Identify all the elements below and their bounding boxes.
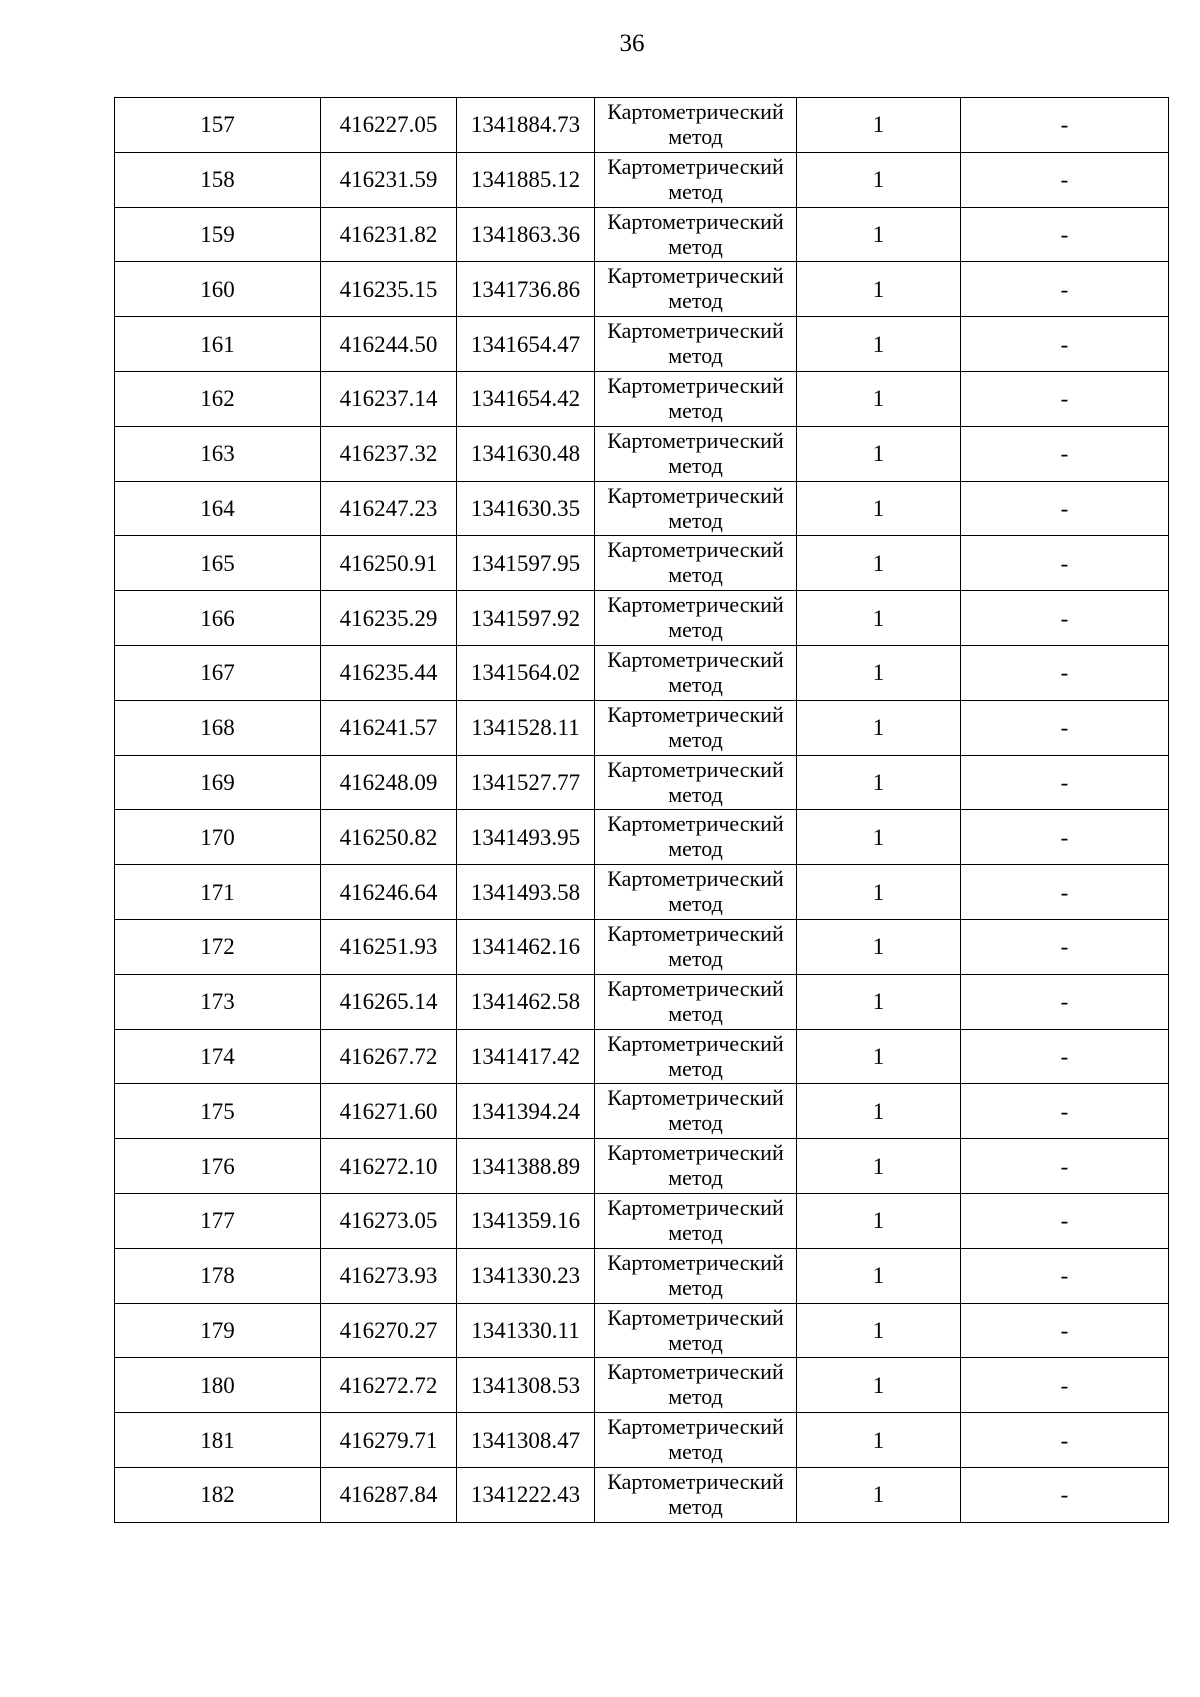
point-number-cell: 163 bbox=[115, 426, 321, 481]
y-coordinate-cell: 1341597.92 bbox=[457, 591, 595, 646]
note-cell: - bbox=[961, 1139, 1169, 1194]
accuracy-cell: 1 bbox=[797, 536, 961, 591]
y-coordinate-cell: 1341394.24 bbox=[457, 1084, 595, 1139]
method-line-2: метод bbox=[668, 836, 723, 862]
method-line-2: метод bbox=[668, 1384, 723, 1410]
method-cell bbox=[595, 152, 797, 207]
table-row bbox=[115, 1193, 1169, 1248]
table-row bbox=[115, 1248, 1169, 1303]
method-cell bbox=[595, 974, 797, 1029]
method-line-2: метод bbox=[668, 891, 723, 917]
method-cell bbox=[595, 1467, 797, 1522]
y-coordinate-cell: 1341884.73 bbox=[457, 98, 595, 153]
method-line-2: метод bbox=[668, 178, 723, 204]
x-coordinate-cell: 416231.59 bbox=[321, 152, 457, 207]
y-coordinate-cell: 1341222.43 bbox=[457, 1467, 595, 1522]
method-line-1: Картометрический bbox=[607, 208, 784, 234]
y-coordinate-cell: 1341388.89 bbox=[457, 1139, 595, 1194]
y-coordinate-cell: 1341863.36 bbox=[457, 207, 595, 262]
x-coordinate-cell: 416235.29 bbox=[321, 591, 457, 646]
accuracy-cell: 1 bbox=[797, 645, 961, 700]
accuracy-cell: 1 bbox=[797, 974, 961, 1029]
accuracy-cell: 1 bbox=[797, 426, 961, 481]
note-cell: - bbox=[961, 810, 1169, 865]
x-coordinate-cell: 416267.72 bbox=[321, 1029, 457, 1084]
point-number-cell: 179 bbox=[115, 1303, 321, 1358]
method-line-1: Картометрический bbox=[607, 592, 784, 618]
note-cell: - bbox=[961, 1358, 1169, 1413]
x-coordinate-cell: 416235.15 bbox=[321, 262, 457, 317]
x-coordinate-cell: 416248.09 bbox=[321, 755, 457, 810]
note-cell: - bbox=[961, 1303, 1169, 1358]
note-cell: - bbox=[961, 152, 1169, 207]
point-number-cell: 181 bbox=[115, 1413, 321, 1468]
note-cell: - bbox=[961, 426, 1169, 481]
point-number-cell: 182 bbox=[115, 1467, 321, 1522]
table-row bbox=[115, 810, 1169, 865]
accuracy-cell: 1 bbox=[797, 152, 961, 207]
method-line-2: метод bbox=[668, 945, 723, 971]
method-cell bbox=[595, 700, 797, 755]
method-cell bbox=[595, 262, 797, 317]
x-coordinate-cell: 416241.57 bbox=[321, 700, 457, 755]
method-cell bbox=[595, 536, 797, 591]
point-number-cell: 170 bbox=[115, 810, 321, 865]
table-row bbox=[115, 98, 1169, 153]
point-number-cell: 165 bbox=[115, 536, 321, 591]
note-cell: - bbox=[961, 755, 1169, 810]
method-cell bbox=[595, 207, 797, 262]
x-coordinate-cell: 416279.71 bbox=[321, 1413, 457, 1468]
point-number-cell: 169 bbox=[115, 755, 321, 810]
accuracy-cell: 1 bbox=[797, 1413, 961, 1468]
method-line-2: метод bbox=[668, 1329, 723, 1355]
point-number-cell: 158 bbox=[115, 152, 321, 207]
table-row bbox=[115, 262, 1169, 317]
table-row bbox=[115, 481, 1169, 536]
accuracy-cell: 1 bbox=[797, 262, 961, 317]
x-coordinate-cell: 416247.23 bbox=[321, 481, 457, 536]
table-row bbox=[115, 152, 1169, 207]
y-coordinate-cell: 1341654.47 bbox=[457, 317, 595, 372]
method-cell bbox=[595, 1248, 797, 1303]
method-cell bbox=[595, 371, 797, 426]
method-line-2: метод bbox=[668, 1000, 723, 1026]
note-cell: - bbox=[961, 98, 1169, 153]
point-number-cell: 175 bbox=[115, 1084, 321, 1139]
method-cell bbox=[595, 591, 797, 646]
y-coordinate-cell: 1341462.16 bbox=[457, 919, 595, 974]
note-cell: - bbox=[961, 700, 1169, 755]
accuracy-cell: 1 bbox=[797, 481, 961, 536]
table-row bbox=[115, 755, 1169, 810]
point-number-cell: 177 bbox=[115, 1193, 321, 1248]
table-row bbox=[115, 1139, 1169, 1194]
point-number-cell: 180 bbox=[115, 1358, 321, 1413]
accuracy-cell: 1 bbox=[797, 1029, 961, 1084]
method-line-1: Картометрический bbox=[607, 1249, 784, 1275]
method-line-1: Картометрический bbox=[607, 1030, 784, 1056]
method-cell bbox=[595, 919, 797, 974]
x-coordinate-cell: 416273.93 bbox=[321, 1248, 457, 1303]
method-line-1: Картометрический bbox=[607, 318, 784, 344]
method-line-1: Картометрический bbox=[607, 427, 784, 453]
table-row bbox=[115, 700, 1169, 755]
method-line-2: метод bbox=[668, 1110, 723, 1136]
x-coordinate-cell: 416287.84 bbox=[321, 1467, 457, 1522]
accuracy-cell: 1 bbox=[797, 207, 961, 262]
y-coordinate-cell: 1341417.42 bbox=[457, 1029, 595, 1084]
table-row bbox=[115, 536, 1169, 591]
method-line-1: Картометрический bbox=[607, 1140, 784, 1166]
note-cell: - bbox=[961, 1248, 1169, 1303]
x-coordinate-cell: 416246.64 bbox=[321, 865, 457, 920]
method-line-1: Картометрический bbox=[607, 1468, 784, 1494]
note-cell: - bbox=[961, 919, 1169, 974]
point-number-cell: 176 bbox=[115, 1139, 321, 1194]
method-line-2: метод bbox=[668, 1493, 723, 1519]
note-cell: - bbox=[961, 207, 1169, 262]
table-row bbox=[115, 1467, 1169, 1522]
accuracy-cell: 1 bbox=[797, 1139, 961, 1194]
method-cell bbox=[595, 755, 797, 810]
x-coordinate-cell: 416265.14 bbox=[321, 974, 457, 1029]
x-coordinate-cell: 416227.05 bbox=[321, 98, 457, 153]
table-row bbox=[115, 426, 1169, 481]
page-number: 36 bbox=[619, 30, 645, 57]
y-coordinate-cell: 1341330.23 bbox=[457, 1248, 595, 1303]
x-coordinate-cell: 416237.14 bbox=[321, 371, 457, 426]
method-line-2: метод bbox=[668, 617, 723, 643]
note-cell: - bbox=[961, 645, 1169, 700]
y-coordinate-cell: 1341493.95 bbox=[457, 810, 595, 865]
method-line-2: метод bbox=[668, 562, 723, 588]
method-cell bbox=[595, 317, 797, 372]
method-cell bbox=[595, 645, 797, 700]
y-coordinate-cell: 1341308.47 bbox=[457, 1413, 595, 1468]
method-line-2: метод bbox=[668, 397, 723, 423]
method-cell bbox=[595, 481, 797, 536]
x-coordinate-cell: 416271.60 bbox=[321, 1084, 457, 1139]
accuracy-cell: 1 bbox=[797, 1084, 961, 1139]
table-row bbox=[115, 1084, 1169, 1139]
accuracy-cell: 1 bbox=[797, 810, 961, 865]
note-cell: - bbox=[961, 1193, 1169, 1248]
method-line-1: Картометрический bbox=[607, 537, 784, 563]
accuracy-cell: 1 bbox=[797, 755, 961, 810]
x-coordinate-cell: 416250.91 bbox=[321, 536, 457, 591]
note-cell: - bbox=[961, 481, 1169, 536]
method-line-2: метод bbox=[668, 1055, 723, 1081]
table-row bbox=[115, 645, 1169, 700]
table-row bbox=[115, 865, 1169, 920]
table-row bbox=[115, 207, 1169, 262]
y-coordinate-cell: 1341597.95 bbox=[457, 536, 595, 591]
method-line-1: Картометрический bbox=[607, 756, 784, 782]
table-row bbox=[115, 974, 1169, 1029]
method-line-2: метод bbox=[668, 1219, 723, 1245]
accuracy-cell: 1 bbox=[797, 98, 961, 153]
note-cell: - bbox=[961, 1413, 1169, 1468]
method-cell bbox=[595, 1303, 797, 1358]
accuracy-cell: 1 bbox=[797, 1303, 961, 1358]
method-line-1: Картометрический bbox=[607, 372, 784, 398]
note-cell: - bbox=[961, 1467, 1169, 1522]
note-cell: - bbox=[961, 262, 1169, 317]
note-cell: - bbox=[961, 591, 1169, 646]
method-cell bbox=[595, 1139, 797, 1194]
method-line-1: Картометрический bbox=[607, 866, 784, 892]
method-line-2: метод bbox=[668, 288, 723, 314]
method-line-2: метод bbox=[668, 781, 723, 807]
method-line-2: метод bbox=[668, 1439, 723, 1465]
method-line-1: Картометрический bbox=[607, 263, 784, 289]
x-coordinate-cell: 416250.82 bbox=[321, 810, 457, 865]
y-coordinate-cell: 1341564.02 bbox=[457, 645, 595, 700]
x-coordinate-cell: 416272.72 bbox=[321, 1358, 457, 1413]
x-coordinate-cell: 416231.82 bbox=[321, 207, 457, 262]
note-cell: - bbox=[961, 371, 1169, 426]
accuracy-cell: 1 bbox=[797, 371, 961, 426]
table-row bbox=[115, 317, 1169, 372]
y-coordinate-cell: 1341308.53 bbox=[457, 1358, 595, 1413]
method-line-1: Картометрический bbox=[607, 1359, 784, 1385]
method-line-1: Картометрический bbox=[607, 646, 784, 672]
x-coordinate-cell: 416237.32 bbox=[321, 426, 457, 481]
y-coordinate-cell: 1341462.58 bbox=[457, 974, 595, 1029]
point-number-cell: 178 bbox=[115, 1248, 321, 1303]
table-row bbox=[115, 1303, 1169, 1358]
x-coordinate-cell: 416273.05 bbox=[321, 1193, 457, 1248]
x-coordinate-cell: 416235.44 bbox=[321, 645, 457, 700]
y-coordinate-cell: 1341630.35 bbox=[457, 481, 595, 536]
x-coordinate-cell: 416251.93 bbox=[321, 919, 457, 974]
point-number-cell: 168 bbox=[115, 700, 321, 755]
accuracy-cell: 1 bbox=[797, 919, 961, 974]
y-coordinate-cell: 1341630.48 bbox=[457, 426, 595, 481]
coordinates-table bbox=[114, 97, 1169, 1523]
method-line-1: Картометрический bbox=[607, 811, 784, 837]
accuracy-cell: 1 bbox=[797, 1358, 961, 1413]
coordinates-table-body bbox=[115, 98, 1169, 1523]
note-cell: - bbox=[961, 1084, 1169, 1139]
method-cell bbox=[595, 1413, 797, 1468]
method-line-2: метод bbox=[668, 233, 723, 259]
y-coordinate-cell: 1341885.12 bbox=[457, 152, 595, 207]
method-line-2: метод bbox=[668, 452, 723, 478]
point-number-cell: 173 bbox=[115, 974, 321, 1029]
x-coordinate-cell: 416244.50 bbox=[321, 317, 457, 372]
method-line-2: метод bbox=[668, 343, 723, 369]
x-coordinate-cell: 416270.27 bbox=[321, 1303, 457, 1358]
point-number-cell: 162 bbox=[115, 371, 321, 426]
method-cell bbox=[595, 810, 797, 865]
method-line-1: Картометрический bbox=[607, 99, 784, 124]
method-line-2: метод bbox=[668, 124, 723, 149]
accuracy-cell: 1 bbox=[797, 317, 961, 372]
point-number-cell: 172 bbox=[115, 919, 321, 974]
point-number-cell: 160 bbox=[115, 262, 321, 317]
method-cell bbox=[595, 1029, 797, 1084]
note-cell: - bbox=[961, 865, 1169, 920]
x-coordinate-cell: 416272.10 bbox=[321, 1139, 457, 1194]
method-cell bbox=[595, 865, 797, 920]
note-cell: - bbox=[961, 974, 1169, 1029]
point-number-cell: 159 bbox=[115, 207, 321, 262]
y-coordinate-cell: 1341654.42 bbox=[457, 371, 595, 426]
accuracy-cell: 1 bbox=[797, 1467, 961, 1522]
method-line-1: Картометрический bbox=[607, 482, 784, 508]
note-cell: - bbox=[961, 536, 1169, 591]
method-line-1: Картометрический bbox=[607, 701, 784, 727]
point-number-cell: 174 bbox=[115, 1029, 321, 1084]
y-coordinate-cell: 1341330.11 bbox=[457, 1303, 595, 1358]
accuracy-cell: 1 bbox=[797, 865, 961, 920]
method-line-1: Картометрический bbox=[607, 1414, 784, 1440]
method-line-2: метод bbox=[668, 507, 723, 533]
point-number-cell: 161 bbox=[115, 317, 321, 372]
point-number-cell: 157 bbox=[115, 98, 321, 153]
accuracy-cell: 1 bbox=[797, 1248, 961, 1303]
point-number-cell: 166 bbox=[115, 591, 321, 646]
method-line-1: Картометрический bbox=[607, 1304, 784, 1330]
point-number-cell: 167 bbox=[115, 645, 321, 700]
method-line-1: Картометрический bbox=[607, 1085, 784, 1111]
table-row bbox=[115, 1413, 1169, 1468]
accuracy-cell: 1 bbox=[797, 591, 961, 646]
method-line-1: Картометрический bbox=[607, 975, 784, 1001]
y-coordinate-cell: 1341493.58 bbox=[457, 865, 595, 920]
table-row bbox=[115, 919, 1169, 974]
table-row bbox=[115, 591, 1169, 646]
y-coordinate-cell: 1341527.77 bbox=[457, 755, 595, 810]
method-cell bbox=[595, 1358, 797, 1413]
table-row bbox=[115, 371, 1169, 426]
method-line-1: Картометрический bbox=[607, 1194, 784, 1220]
point-number-cell: 171 bbox=[115, 865, 321, 920]
method-line-2: метод bbox=[668, 1165, 723, 1191]
method-line-2: метод bbox=[668, 726, 723, 752]
method-line-2: метод bbox=[668, 671, 723, 697]
table-row bbox=[115, 1358, 1169, 1413]
method-line-1: Картометрический bbox=[607, 153, 784, 179]
method-cell bbox=[595, 426, 797, 481]
point-number-cell: 164 bbox=[115, 481, 321, 536]
note-cell: - bbox=[961, 1029, 1169, 1084]
method-cell bbox=[595, 98, 797, 153]
y-coordinate-cell: 1341736.86 bbox=[457, 262, 595, 317]
y-coordinate-cell: 1341359.16 bbox=[457, 1193, 595, 1248]
note-cell: - bbox=[961, 317, 1169, 372]
method-cell bbox=[595, 1193, 797, 1248]
method-line-2: метод bbox=[668, 1274, 723, 1300]
table-row bbox=[115, 1029, 1169, 1084]
method-line-1: Картометрический bbox=[607, 920, 784, 946]
accuracy-cell: 1 bbox=[797, 700, 961, 755]
accuracy-cell: 1 bbox=[797, 1193, 961, 1248]
y-coordinate-cell: 1341528.11 bbox=[457, 700, 595, 755]
method-cell bbox=[595, 1084, 797, 1139]
